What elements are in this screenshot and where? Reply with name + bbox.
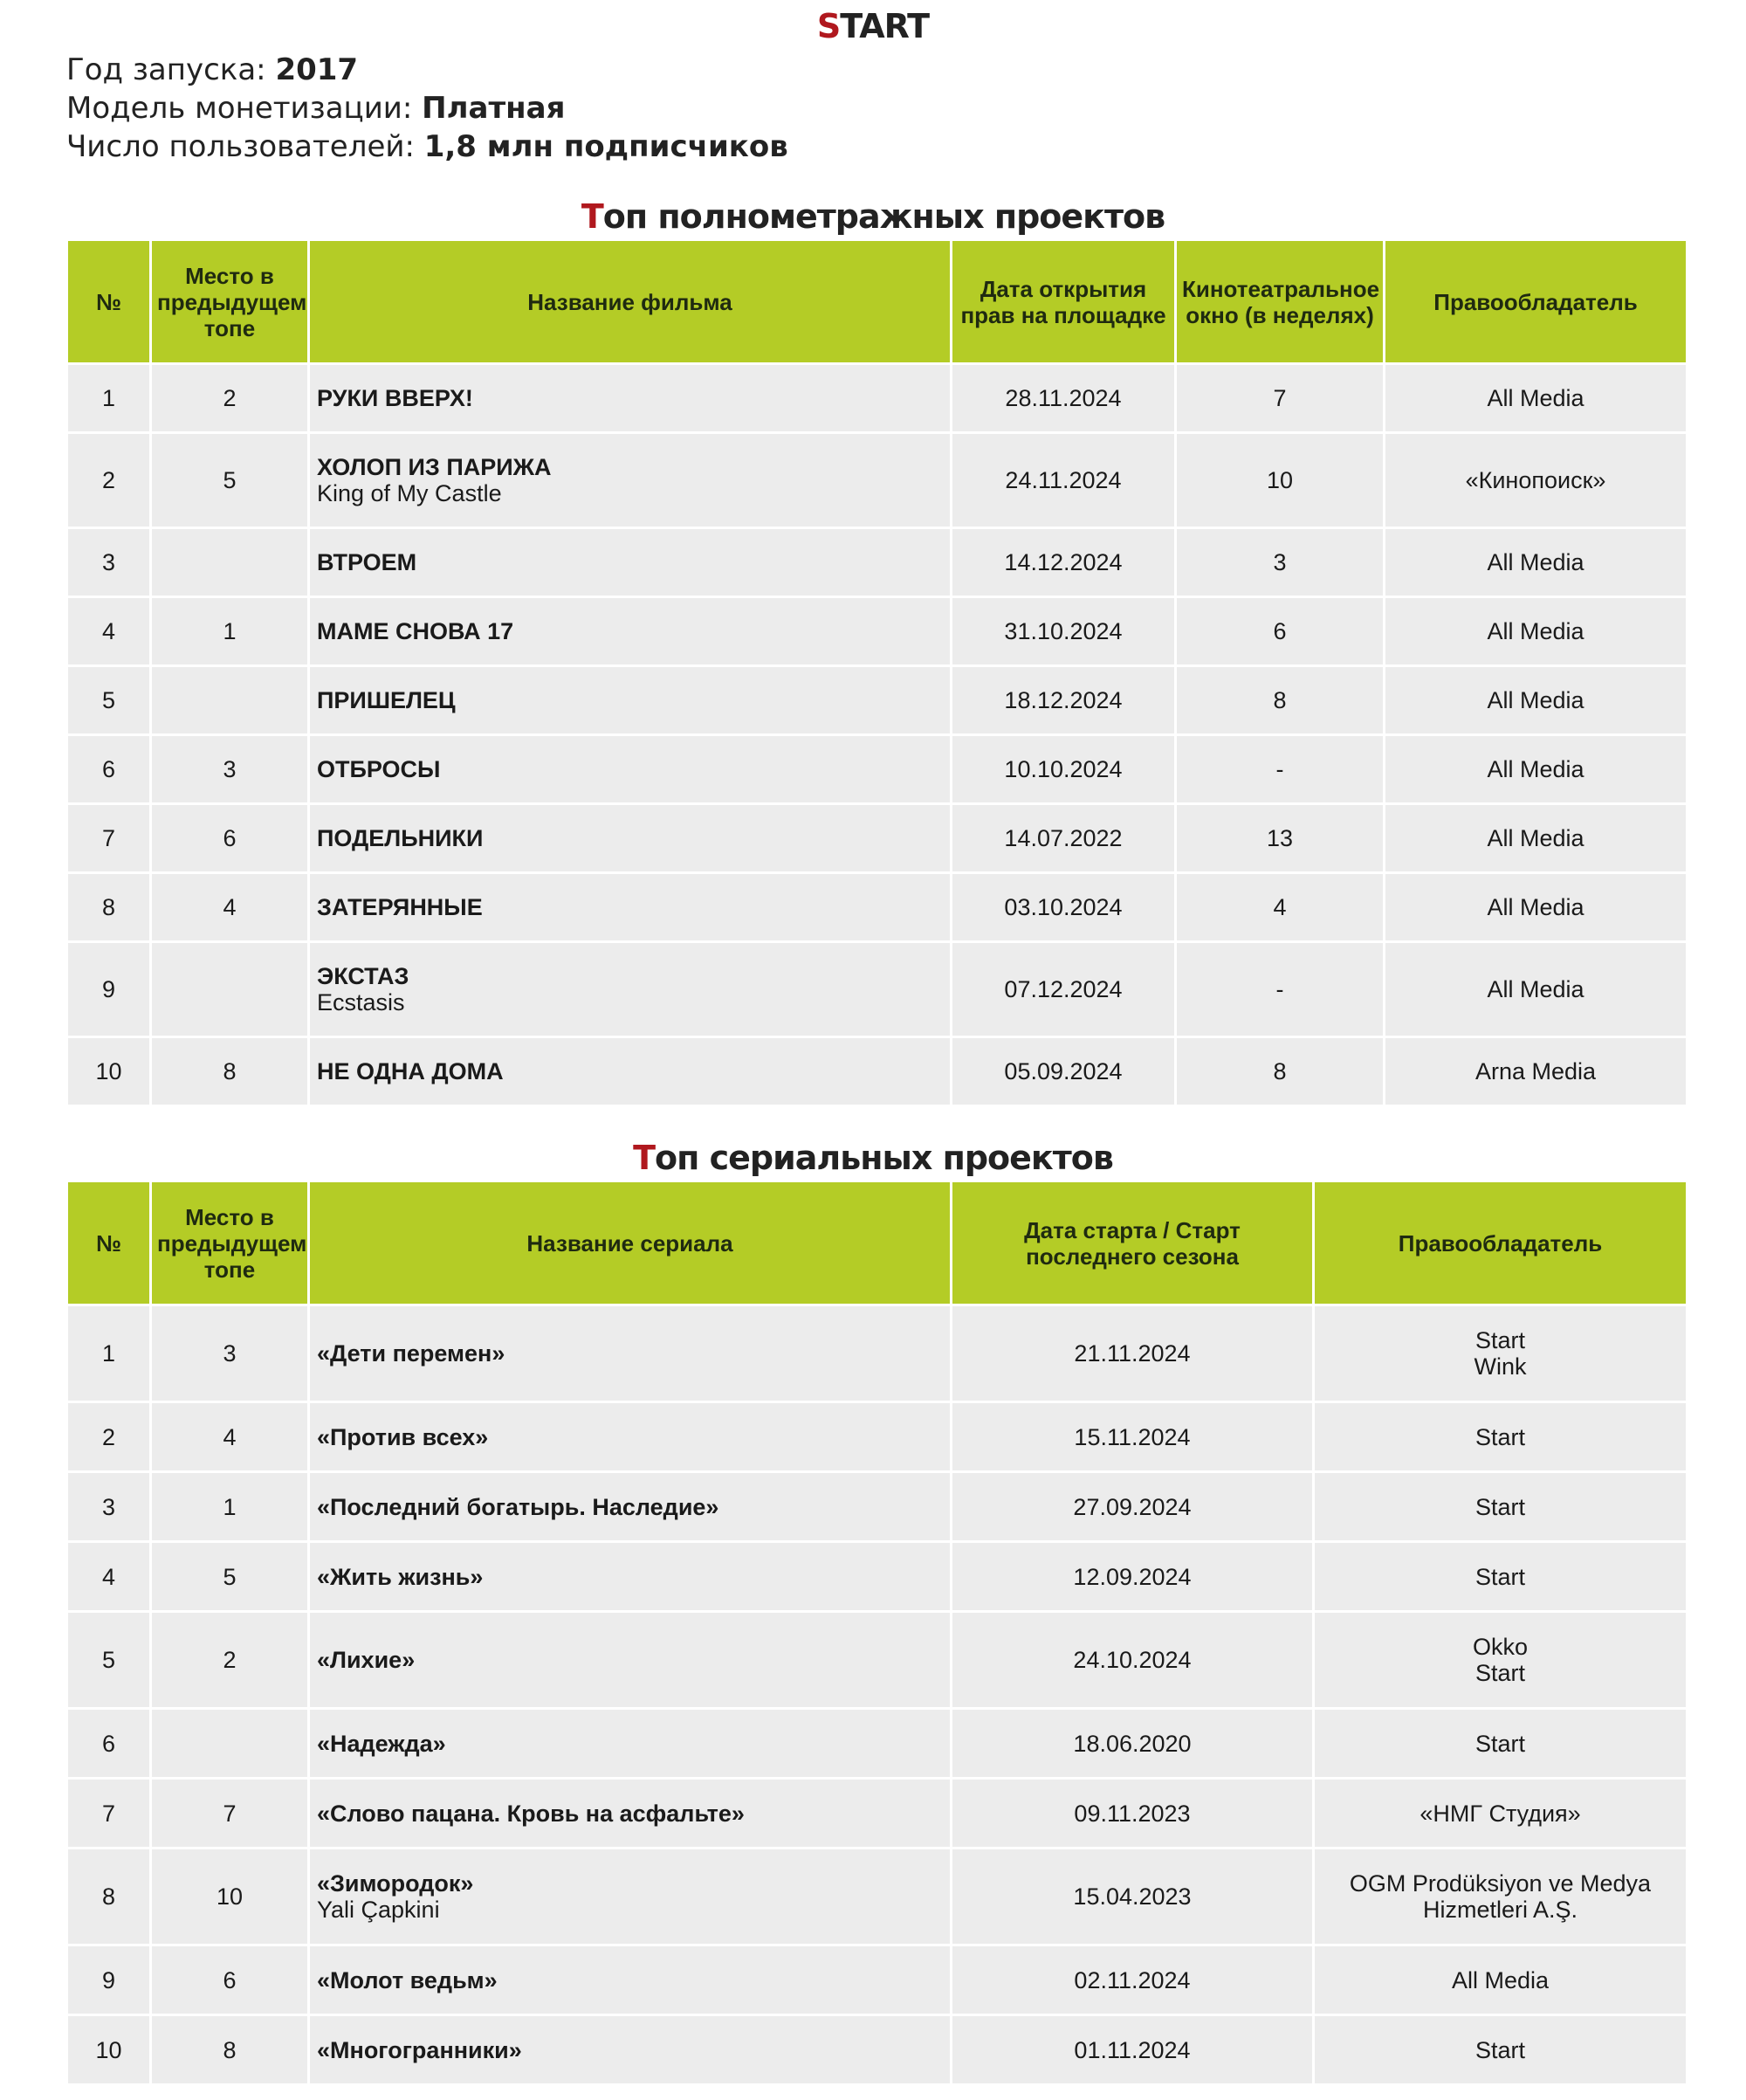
previous-rank: 8 <box>152 1038 307 1105</box>
films-col-title: Название фильма <box>310 241 950 362</box>
start-date: 01.11.2024 <box>952 2016 1312 2083</box>
start-date: 15.04.2023 <box>952 1849 1312 1944</box>
series-title-cell <box>310 2016 950 2083</box>
rights-holder <box>1315 1613 1686 1707</box>
rights-holder: Arna Media <box>1385 1038 1686 1105</box>
previous-rank: 2 <box>152 365 307 431</box>
series-title: «Надежда» <box>317 1730 446 1757</box>
previous-rank <box>152 529 307 596</box>
series-title: «Дети перемен» <box>317 1340 505 1367</box>
film-title-cell <box>310 874 950 940</box>
table-row <box>68 1946 1686 2014</box>
film-title: ПРИШЕЛЕЦ <box>317 687 456 713</box>
table-row <box>68 365 1686 431</box>
rights-date: 05.09.2024 <box>952 1038 1174 1105</box>
series-section-title <box>0 1135 1746 1181</box>
rights-holder <box>1315 1780 1686 1847</box>
rights-holder-name: Start <box>1474 1493 1526 1520</box>
start-date: 12.09.2024 <box>952 1543 1312 1610</box>
series-title-cell <box>310 1613 950 1707</box>
brand-rest: TART <box>840 7 930 45</box>
film-title-cell <box>310 736 950 802</box>
table-row <box>68 1038 1686 1105</box>
row-number: 2 <box>68 1403 149 1470</box>
previous-rank: 4 <box>152 1403 307 1470</box>
series-title: «Многогранники» <box>317 2036 522 2063</box>
row-number: 2 <box>68 434 149 527</box>
row-number: 5 <box>68 1613 149 1707</box>
rights-holder-name: Start <box>1474 2036 1526 2063</box>
rights-holder-name: Okko <box>1472 1634 1529 1660</box>
previous-rank: 3 <box>152 1306 307 1401</box>
series-title: «Зимородок» <box>317 1870 474 1897</box>
series-header-row <box>68 1182 1686 1304</box>
theatrical-window: 6 <box>1177 598 1383 664</box>
table-row <box>68 1306 1686 1401</box>
row-number: 5 <box>68 667 149 733</box>
monetization-value: Платная <box>422 91 566 126</box>
row-number: 7 <box>68 805 149 871</box>
series-col-prev: Место в предыдущем топе <box>152 1182 307 1304</box>
table-row <box>68 667 1686 733</box>
rights-holder-name: Start <box>1474 1730 1526 1757</box>
series-title: «Жить жизнь» <box>317 1563 484 1590</box>
film-title: ВТРОЕМ <box>317 549 417 575</box>
film-title: РУКИ ВВЕРХ! <box>317 385 473 411</box>
launch-year-line <box>66 51 1746 89</box>
launch-year-value: 2017 <box>275 52 359 87</box>
rights-holder: All Media <box>1385 943 1686 1036</box>
rights-date: 24.11.2024 <box>952 434 1174 527</box>
info-block <box>66 51 1746 166</box>
row-number: 6 <box>68 736 149 802</box>
series-col-holder: Правообладатель <box>1315 1182 1686 1304</box>
rights-holder: All Media <box>1385 365 1686 431</box>
start-date: 18.06.2020 <box>952 1710 1312 1777</box>
previous-rank: 1 <box>152 1473 307 1540</box>
rights-holder <box>1315 1946 1686 2014</box>
film-original-title: King of My Castle <box>317 480 502 506</box>
rights-holder-name: Start <box>1474 1327 1526 1353</box>
row-number: 6 <box>68 1710 149 1777</box>
theatrical-window: 3 <box>1177 529 1383 596</box>
film-title: МАМЕ СНОВА 17 <box>317 618 514 644</box>
film-title-cell <box>310 667 950 733</box>
table-row <box>68 1473 1686 1540</box>
start-date: 02.11.2024 <box>952 1946 1312 2014</box>
monetization-label: Модель монетизации: <box>66 91 423 126</box>
series-col-title: Название сериала <box>310 1182 950 1304</box>
series-title: «Лихие» <box>317 1647 416 1673</box>
row-number: 7 <box>68 1780 149 1847</box>
table-row <box>68 2016 1686 2083</box>
row-number: 8 <box>68 1849 149 1944</box>
rights-holder: All Media <box>1385 874 1686 940</box>
rights-date: 03.10.2024 <box>952 874 1174 940</box>
series-title-cell <box>310 1849 950 1944</box>
series-table <box>65 1180 1688 2086</box>
rights-holder-name: Start <box>1474 1563 1526 1590</box>
rights-holder <box>1315 1403 1686 1470</box>
previous-rank: 6 <box>152 805 307 871</box>
previous-rank: 5 <box>152 434 307 527</box>
previous-rank: 8 <box>152 2016 307 2083</box>
series-title: «Слово пацана. Кровь на асфальте» <box>317 1800 745 1827</box>
film-title: ОТБРОСЫ <box>317 756 441 782</box>
rights-holder: «Кинопоиск» <box>1385 434 1686 527</box>
table-row <box>68 598 1686 664</box>
theatrical-window: - <box>1177 736 1383 802</box>
series-title: «Молот ведьм» <box>317 1966 498 1993</box>
rights-holder <box>1315 2016 1686 2083</box>
previous-rank: 7 <box>152 1780 307 1847</box>
table-row <box>68 736 1686 802</box>
previous-rank: 3 <box>152 736 307 802</box>
row-number: 3 <box>68 529 149 596</box>
rights-date: 14.12.2024 <box>952 529 1174 596</box>
film-title: ЭКСТАЗ <box>317 963 409 989</box>
previous-rank <box>152 667 307 733</box>
row-number: 10 <box>68 2016 149 2083</box>
table-row <box>68 1403 1686 1470</box>
previous-rank: 2 <box>152 1613 307 1707</box>
table-row <box>68 1780 1686 1847</box>
film-title-cell <box>310 943 950 1036</box>
start-date: 21.11.2024 <box>952 1306 1312 1401</box>
rights-holder-name: OGM Prodüksiyon ve Medya <box>1349 1870 1652 1897</box>
row-number: 8 <box>68 874 149 940</box>
users-label: Число пользователей: <box>66 129 424 164</box>
start-date: 27.09.2024 <box>952 1473 1312 1540</box>
brand-title <box>0 0 1746 47</box>
rights-date: 31.10.2024 <box>952 598 1174 664</box>
rights-holder: All Media <box>1385 529 1686 596</box>
row-number: 1 <box>68 1306 149 1401</box>
rights-date: 10.10.2024 <box>952 736 1174 802</box>
launch-year-label: Год запуска: <box>66 52 276 87</box>
rights-holder-name: Hizmetleri A.Ş. <box>1422 1897 1578 1923</box>
films-body <box>68 365 1686 1105</box>
rights-holder: All Media <box>1385 805 1686 871</box>
table-row <box>68 1710 1686 1777</box>
series-title-cell <box>310 1946 950 2014</box>
users-line <box>66 127 1746 166</box>
previous-rank: 10 <box>152 1849 307 1944</box>
series-title-rest: оп сериальных проектов <box>655 1139 1113 1177</box>
previous-rank <box>152 943 307 1036</box>
row-number: 10 <box>68 1038 149 1105</box>
films-table <box>65 238 1688 1107</box>
theatrical-window: - <box>1177 943 1383 1036</box>
series-title-first-letter: Т <box>633 1139 656 1177</box>
table-row <box>68 434 1686 527</box>
rights-date: 28.11.2024 <box>952 365 1174 431</box>
rights-holder <box>1315 1710 1686 1777</box>
films-col-date: Дата открытия прав на площадке <box>952 241 1174 362</box>
rights-holder: All Media <box>1385 667 1686 733</box>
table-row <box>68 529 1686 596</box>
start-date: 09.11.2023 <box>952 1780 1312 1847</box>
film-title: ПОДЕЛЬНИКИ <box>317 825 484 851</box>
row-number: 9 <box>68 1946 149 2014</box>
theatrical-window: 7 <box>1177 365 1383 431</box>
film-title-cell <box>310 434 950 527</box>
rights-holder-name: Wink <box>1474 1353 1527 1380</box>
rights-holder-name: Start <box>1474 1423 1526 1450</box>
film-title-cell <box>310 1038 950 1105</box>
film-title: ЗАТЕРЯННЫЕ <box>317 894 483 920</box>
series-body <box>68 1306 1686 2083</box>
films-title-first-letter: Т <box>581 197 603 236</box>
previous-rank: 5 <box>152 1543 307 1610</box>
row-number: 9 <box>68 943 149 1036</box>
rights-holder-name: «НМГ Студия» <box>1419 1800 1581 1827</box>
films-col-prev: Место в предыдущем топе <box>152 241 307 362</box>
series-col-num: № <box>68 1182 149 1304</box>
row-number: 4 <box>68 598 149 664</box>
table-row <box>68 1613 1686 1707</box>
users-value: 1,8 млн подписчиков <box>423 129 788 164</box>
rights-holder <box>1315 1849 1686 1944</box>
films-col-holder: Правообладатель <box>1385 241 1686 362</box>
row-number: 3 <box>68 1473 149 1540</box>
series-title-cell <box>310 1780 950 1847</box>
table-row <box>68 874 1686 940</box>
rights-holder: All Media <box>1385 736 1686 802</box>
films-header-row <box>68 241 1686 362</box>
series-title-cell <box>310 1710 950 1777</box>
row-number: 4 <box>68 1543 149 1610</box>
film-title-cell <box>310 805 950 871</box>
film-original-title: Ecstasis <box>317 989 405 1016</box>
film-title-cell <box>310 365 950 431</box>
series-col-date: Дата старта / Старт последнего сезона <box>952 1182 1312 1304</box>
start-date: 24.10.2024 <box>952 1613 1312 1707</box>
previous-rank: 6 <box>152 1946 307 2014</box>
films-col-num: № <box>68 241 149 362</box>
film-title: НЕ ОДНА ДОМА <box>317 1058 504 1084</box>
table-row <box>68 805 1686 871</box>
row-number: 1 <box>68 365 149 431</box>
rights-holder: All Media <box>1385 598 1686 664</box>
theatrical-window: 4 <box>1177 874 1383 940</box>
film-title-cell <box>310 529 950 596</box>
theatrical-window: 10 <box>1177 434 1383 527</box>
series-title-cell <box>310 1306 950 1401</box>
rights-holder <box>1315 1473 1686 1540</box>
rights-date: 18.12.2024 <box>952 667 1174 733</box>
table-row <box>68 1849 1686 1944</box>
films-title-rest: оп полнометражных проектов <box>602 197 1165 236</box>
brand-first-letter: S <box>816 7 841 45</box>
previous-rank: 4 <box>152 874 307 940</box>
previous-rank: 1 <box>152 598 307 664</box>
start-date: 15.11.2024 <box>952 1403 1312 1470</box>
film-title-cell <box>310 598 950 664</box>
series-title-cell <box>310 1473 950 1540</box>
series-title-cell <box>310 1543 950 1610</box>
film-title: ХОЛОП ИЗ ПАРИЖА <box>317 454 552 480</box>
series-title-cell <box>310 1403 950 1470</box>
series-title: «Последний богатырь. Наследие» <box>317 1493 719 1520</box>
theatrical-window: 8 <box>1177 667 1383 733</box>
rights-holder-name: Start <box>1474 1660 1526 1686</box>
table-row <box>68 943 1686 1036</box>
films-col-window: Кинотеатральное окно (в неделях) <box>1177 241 1383 362</box>
series-original-title: Yali Çapkini <box>317 1897 440 1923</box>
theatrical-window: 13 <box>1177 805 1383 871</box>
previous-rank <box>152 1710 307 1777</box>
rights-holder <box>1315 1306 1686 1401</box>
monetization-line <box>66 89 1746 127</box>
rights-date: 14.07.2022 <box>952 805 1174 871</box>
series-title: «Против всех» <box>317 1423 489 1450</box>
rights-date: 07.12.2024 <box>952 943 1174 1036</box>
theatrical-window: 8 <box>1177 1038 1383 1105</box>
rights-holder <box>1315 1543 1686 1610</box>
table-row <box>68 1543 1686 1610</box>
rights-holder-name: All Media <box>1451 1966 1550 1993</box>
films-section-title <box>0 194 1746 239</box>
